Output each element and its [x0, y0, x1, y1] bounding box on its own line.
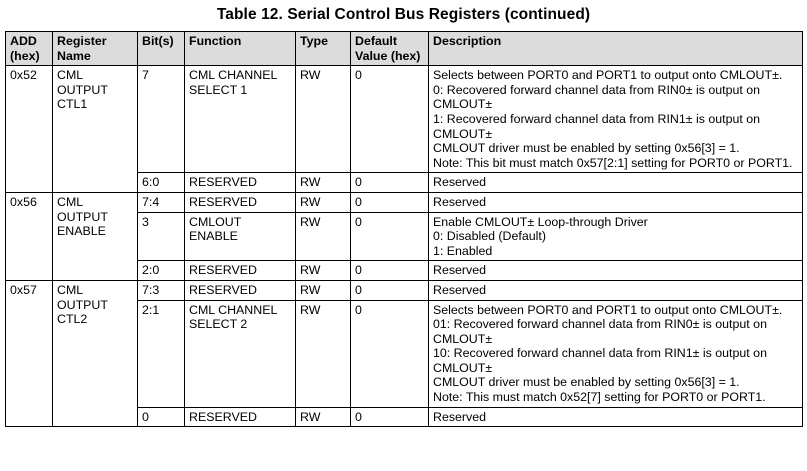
default-cell: 0 [351, 407, 429, 427]
register-name: CML OUTPUT ENABLE [53, 192, 138, 280]
function-cell: CML CHANNEL SELECT 2 [185, 300, 296, 407]
header-add: ADD (hex) [6, 32, 53, 66]
table-row [6, 192, 803, 212]
header-function: Function [185, 32, 296, 66]
description-cell [429, 173, 803, 193]
description-line: 1: Recovered forward channel data from RIN1± is output on CMLOUT± [433, 111, 761, 141]
register-address: 0x52 [6, 66, 53, 193]
function-cell: RESERVED [185, 261, 296, 281]
type-cell: RW [296, 192, 351, 212]
description-cell [429, 407, 803, 427]
bits-cell: 2:0 [138, 261, 185, 281]
header-bits: Bit(s) [138, 32, 185, 66]
function-cell: CMLOUT ENABLE [185, 212, 296, 261]
bits-cell: 7:3 [138, 280, 185, 300]
header-row [6, 32, 803, 66]
default-cell: 0 [351, 280, 429, 300]
bits-cell: 6:0 [138, 173, 185, 193]
description-cell [429, 300, 803, 407]
type-cell: RW [296, 212, 351, 261]
type-cell: RW [296, 261, 351, 281]
description-line: Reserved [433, 263, 487, 278]
description-cell [429, 280, 803, 300]
description-line: 0: Recovered forward channel data from RIN0± is output on CMLOUT± [433, 82, 761, 112]
description-line: 01: Recovered forward channel data from RIN0± is output on CMLOUT± [433, 317, 767, 346]
register-address: 0x57 [6, 280, 53, 426]
default-cell: 0 [351, 300, 429, 407]
description-line: Enable CMLOUT± Loop-through Driver [433, 214, 648, 229]
description-line: Note: This must match 0x52[7] setting for PORT0 or PORT1. [433, 390, 766, 405]
function-cell: RESERVED [185, 173, 296, 193]
description-line: Reserved [433, 175, 487, 190]
default-cell: 0 [351, 192, 429, 212]
function-cell: RESERVED [185, 280, 296, 300]
register-address: 0x56 [6, 192, 53, 280]
description-line: Note: This bit must match 0x57[2:1] setting for PORT0 or PORT1. [433, 155, 793, 170]
header-description: Description [429, 32, 803, 66]
header-default-value: Default Value (hex) [351, 32, 429, 66]
default-cell: 0 [351, 173, 429, 193]
bits-cell: 2:1 [138, 300, 185, 407]
description-line: CMLOUT driver must be enabled by setting 0x56[3] = 1. [433, 375, 740, 390]
table-row [6, 66, 803, 173]
bits-cell: 7 [138, 66, 185, 173]
table-row [6, 280, 803, 300]
bits-cell: 3 [138, 212, 185, 261]
table-title: Table 12. Serial Control Bus Registers (continued) [216, 6, 591, 23]
description-cell [429, 192, 803, 212]
default-cell: 0 [351, 261, 429, 281]
type-cell: RW [296, 280, 351, 300]
default-cell: 0 [351, 212, 429, 261]
header-register-name: Register Name [53, 32, 138, 66]
description-line: 10: Recovered forward channel data from RIN1± is output on CMLOUT± [433, 346, 767, 375]
function-cell: RESERVED [185, 192, 296, 212]
bits-cell: 0 [138, 407, 185, 427]
header-type: Type [296, 32, 351, 66]
description-line: 0: Disabled (Default) [433, 229, 546, 244]
description-cell [429, 212, 803, 261]
description-line: Reserved [433, 409, 487, 424]
description-line: 1: Enabled [433, 243, 493, 258]
description-line: Reserved [433, 282, 487, 297]
register-name: CML OUTPUT CTL2 [53, 280, 138, 426]
function-cell: CML CHANNEL SELECT 1 [185, 66, 296, 173]
register-table [5, 31, 803, 427]
function-cell: RESERVED [185, 407, 296, 427]
type-cell: RW [296, 173, 351, 193]
description-cell [429, 261, 803, 281]
description-line: Selects between PORT0 and PORT1 to output onto CMLOUT±. [433, 302, 783, 317]
description-cell [429, 66, 803, 173]
register-name: CML OUTPUT CTL1 [53, 66, 138, 193]
description-line: Reserved [433, 194, 487, 209]
type-cell: RW [296, 407, 351, 427]
bits-cell: 7:4 [138, 192, 185, 212]
description-line: CMLOUT driver must be enabled by setting 0x56[3] = 1. [433, 141, 740, 156]
description-line: Selects between PORT0 and PORT1 to output onto CMLOUT±. [433, 68, 783, 83]
type-cell: RW [296, 300, 351, 407]
default-cell: 0 [351, 66, 429, 173]
type-cell: RW [296, 66, 351, 173]
